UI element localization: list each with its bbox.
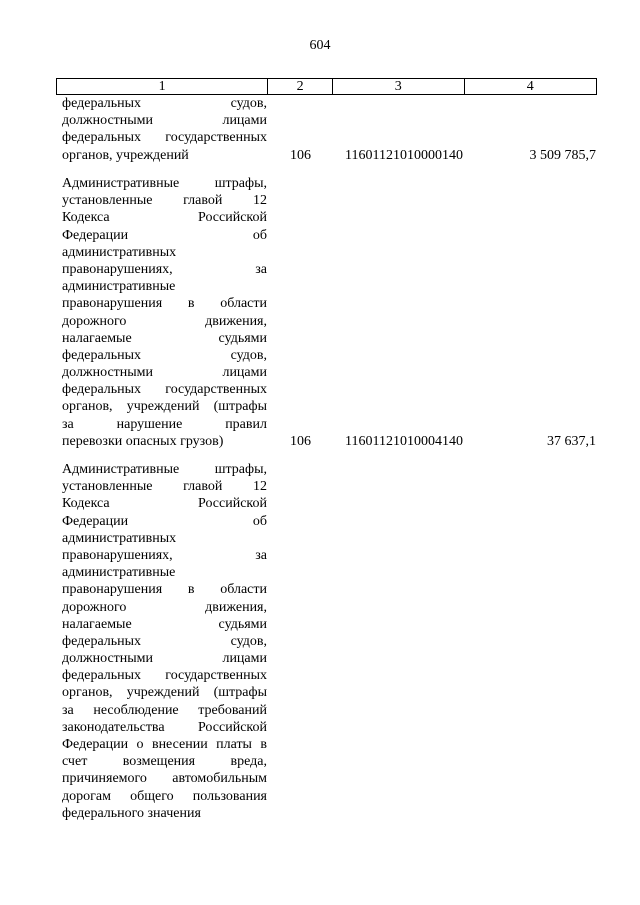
row-col2: 106: [290, 147, 311, 163]
description-line: Кодекса Российской: [62, 496, 267, 512]
description-line: за несоблюдение требований: [62, 702, 267, 718]
description-line: за нарушение правил: [62, 416, 267, 432]
header-col-3: 3: [333, 79, 465, 94]
description-line: административных: [62, 530, 177, 546]
description-line: правонарушениях, за: [62, 261, 267, 277]
header-col-1: 1: [57, 79, 268, 94]
description-line: перевозки опасных грузов): [62, 433, 224, 449]
table-header-row: [56, 78, 597, 95]
description-line: должностными лицами: [62, 651, 267, 667]
description-line: органов, учреждений (штрафы: [62, 685, 267, 701]
description-line: налагаемые судьями: [62, 330, 267, 346]
description-line: федеральных государственных: [62, 382, 267, 398]
description-line: федеральных судов,: [62, 633, 267, 649]
description-line: административных: [62, 244, 177, 260]
description-line: причиняемого автомобильным: [62, 771, 267, 787]
description-line: дорожного движения,: [62, 313, 267, 329]
description-line: законодательства Российской: [62, 719, 267, 735]
description-line: Административные штрафы,: [62, 176, 267, 191]
page-number: 604: [309, 38, 331, 53]
row-col4: 37 637,1: [547, 434, 596, 449]
row-col3: 11601121010004140: [345, 434, 463, 449]
description-line: федеральных судов,: [62, 347, 267, 363]
description-line: административные: [62, 279, 176, 295]
row-description: [62, 175, 267, 450]
description-line: федерального значения: [62, 805, 201, 821]
description-line: налагаемые судьями: [62, 616, 267, 632]
description-line: дорогам общего пользования: [62, 788, 267, 804]
description-line: Федерации об: [62, 227, 267, 243]
description-line: федеральных государственных: [62, 668, 267, 684]
row-description: [62, 461, 267, 822]
description-line: Кодекса Российской: [62, 210, 267, 226]
description-line: правонарушениях, за: [62, 547, 267, 563]
description-line: органов, учреждений (штрафы: [62, 399, 267, 415]
description-line: административные: [62, 565, 176, 581]
header-col-4: 4: [526, 78, 534, 94]
description-line: правонарушения в области: [62, 296, 267, 312]
description-line: установленные главой 12: [62, 193, 267, 209]
description-line: установленные главой 12: [62, 479, 267, 495]
description-line: федеральных государственных: [62, 130, 267, 146]
description-line: федеральных судов,: [62, 96, 267, 111]
description-line: Административные штрафы,: [62, 462, 267, 477]
description-line: правонарушения в области: [62, 582, 267, 598]
description-line: органов, учреждений: [62, 147, 189, 163]
row-col4: 3 509 785,7: [529, 147, 596, 163]
row-col3: 11601121010000140: [345, 147, 463, 163]
description-line: Федерации об: [62, 513, 267, 529]
header-col-2: 2: [268, 79, 333, 94]
description-line: счет возмещения вреда,: [62, 754, 267, 770]
row-description: [62, 95, 267, 164]
description-line: должностными лицами: [62, 365, 267, 381]
description-line: Федерации о внесении платы в: [62, 737, 267, 752]
row-col2: 106: [290, 434, 311, 449]
description-line: должностными лицами: [62, 113, 267, 129]
description-line: дорожного движения,: [62, 599, 267, 615]
